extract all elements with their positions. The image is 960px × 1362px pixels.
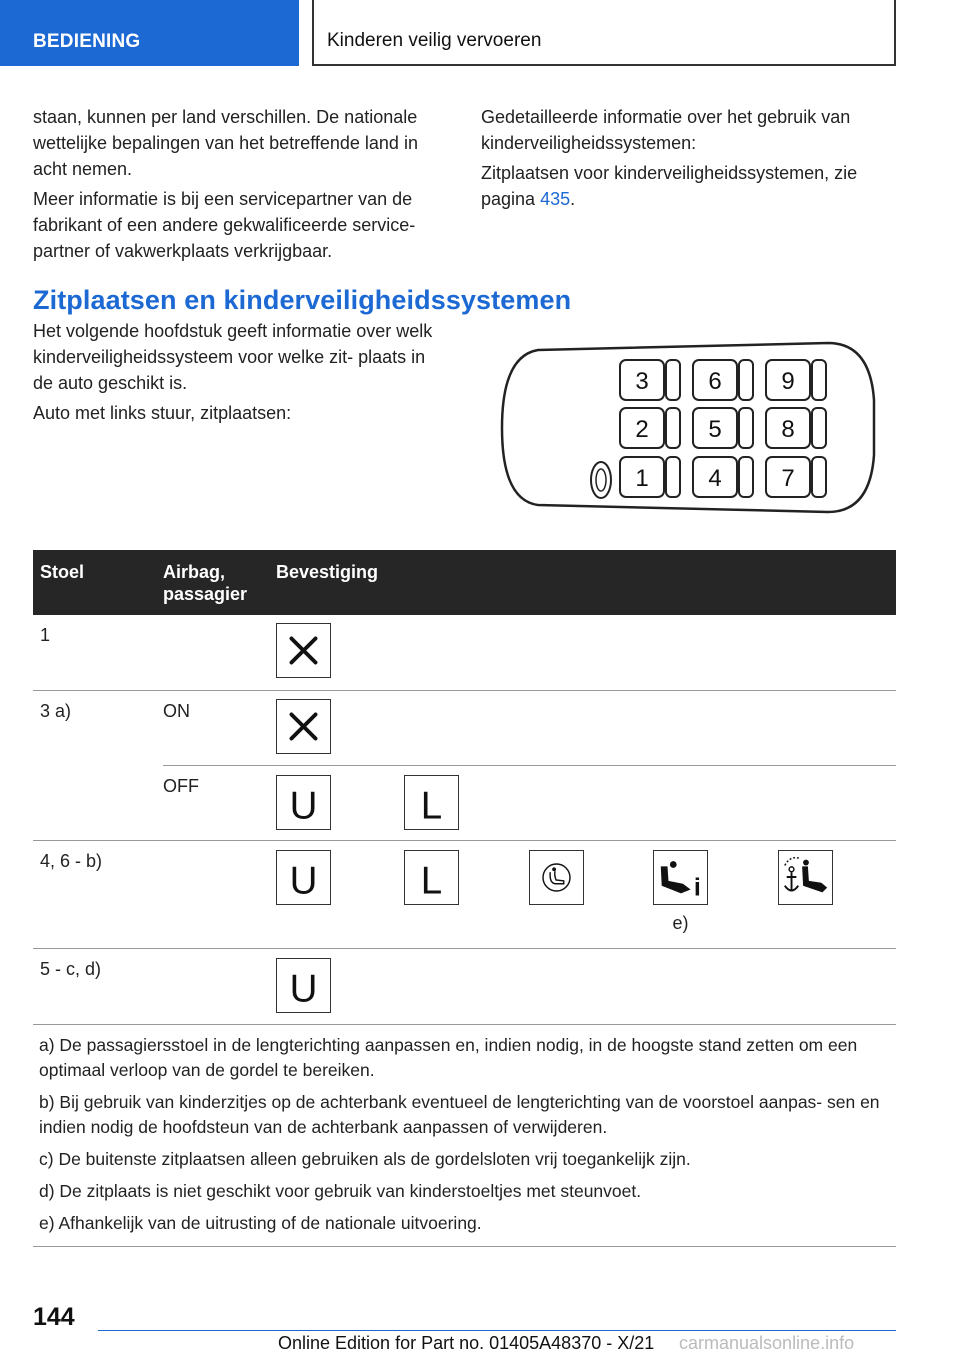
watermark: carmanualsonline.info bbox=[679, 1333, 855, 1353]
seat-2 bbox=[620, 408, 680, 448]
cross-icon bbox=[276, 623, 331, 678]
seat-5 bbox=[693, 408, 753, 448]
page-number: 144 bbox=[33, 1303, 75, 1331]
page-link[interactable]: 435 bbox=[540, 189, 571, 209]
section-paragraph-1: Het volgende hoofdstuk geeft informatie over welk kinderveiligheidssysteem voor welke zit- plaats in de auto geschikt is. bbox=[33, 321, 433, 393]
chapter-title: Kinderen veilig vervoeren bbox=[327, 30, 542, 51]
table-row bbox=[33, 691, 896, 841]
intro-right-column bbox=[481, 104, 896, 216]
seat-value: 4, 6 - b) bbox=[40, 851, 103, 871]
seat-8 bbox=[766, 408, 826, 448]
footnotes bbox=[33, 1025, 896, 1247]
footnote-d: d) De zitplaats is niet geschikt voor gebruik van kinderstoeltjes met steunvoet. bbox=[39, 1181, 642, 1201]
intro-right-paragraph-1: Gedetailleerde informatie over het gebruik van kinderveiligheidssystemen: bbox=[481, 107, 851, 153]
airbag-off-value: OFF bbox=[163, 776, 199, 796]
table-header bbox=[33, 550, 896, 615]
section-paragraph-2: Auto met links stuur, zitplaatsen: bbox=[33, 403, 292, 423]
seat-number: 3 bbox=[635, 368, 649, 395]
intro-left-paragraph-2: Meer informatie is bij een servicepartner van de fabrikant of een andere gekwalificeerde service- partner of vakwerkplaats verkrijgbaar. bbox=[33, 189, 416, 261]
svg-text:U: U bbox=[289, 967, 318, 1011]
anchor-child-seat-icon bbox=[778, 850, 833, 905]
seat-1 bbox=[620, 457, 680, 497]
section-body bbox=[33, 318, 433, 430]
seat-value: 1 bbox=[40, 625, 51, 645]
l-icon bbox=[404, 775, 459, 830]
seat-number: 4 bbox=[708, 465, 722, 492]
seat-layout-diagram bbox=[498, 340, 878, 515]
section-title: BEDIENING bbox=[33, 31, 141, 52]
table-row bbox=[33, 841, 896, 949]
u-icon bbox=[276, 850, 331, 905]
edition-text: Online Edition for Part no. 01405A48370 - X/21 bbox=[278, 1333, 655, 1353]
seat-value: 5 - c, d) bbox=[40, 959, 102, 979]
subrow-divider bbox=[163, 765, 896, 766]
header-airbag: Airbag, passagier bbox=[163, 562, 248, 604]
airbag-on-value: ON bbox=[163, 701, 190, 721]
cross-icon bbox=[276, 699, 331, 754]
seat-number: 1 bbox=[635, 465, 649, 492]
seat-number: 6 bbox=[708, 368, 722, 395]
intro-right-suffix: . bbox=[570, 189, 576, 209]
seat-3 bbox=[620, 360, 680, 400]
intro-left-column bbox=[33, 104, 448, 268]
seat-number: 8 bbox=[781, 416, 795, 443]
svg-text:U: U bbox=[289, 859, 318, 903]
seat-number: 9 bbox=[781, 368, 795, 395]
compatibility-table bbox=[33, 550, 896, 1025]
section-heading: Zitplaatsen en kinderveiligheidssystemen bbox=[33, 285, 572, 315]
u-icon bbox=[276, 958, 331, 1013]
seat-number: 2 bbox=[635, 416, 649, 443]
intro-right-text: Zitplaatsen voor kinderveiligheidssystemen, zie pagina bbox=[481, 163, 858, 209]
table-row bbox=[33, 615, 896, 691]
l-icon bbox=[404, 850, 459, 905]
footnote-b: b) Bij gebruik van kinderzitjes op de achterbank eventueel de lengterichting van de voorstoel aanpas- sen en indien nodig de hoofdsteun van de achterbank aanpassen of verwijderen. bbox=[39, 1092, 880, 1137]
footnote-a: a) De passagiersstoel in de lengterichting aanpassen en, indien nodig, in de hoogste stand zetten om een optimaal verloop van de gordel te bereiken. bbox=[39, 1035, 858, 1080]
seat-grid bbox=[620, 360, 826, 497]
icon-footnote: e) bbox=[672, 913, 689, 933]
footnote-e: e) Afhankelijk van de uitrusting of de nationale uitvoering. bbox=[39, 1213, 482, 1233]
header-seat: Stoel bbox=[40, 562, 85, 582]
intro-right-paragraph-2 bbox=[481, 160, 896, 212]
footer-rule bbox=[98, 1330, 896, 1331]
svg-text:L: L bbox=[420, 859, 443, 903]
svg-text:i: i bbox=[693, 873, 701, 902]
header-mounting: Bevestiging bbox=[276, 562, 379, 582]
seat-number: 5 bbox=[708, 416, 722, 443]
svg-text:L: L bbox=[420, 784, 443, 828]
child-seat-info-icon bbox=[653, 850, 708, 905]
seat-value: 3 a) bbox=[40, 701, 72, 721]
u-icon bbox=[276, 775, 331, 830]
seat-6 bbox=[693, 360, 753, 400]
child-seat-circle-icon bbox=[529, 850, 584, 905]
seat-7 bbox=[766, 457, 826, 497]
seat-4 bbox=[693, 457, 753, 497]
footnote-c: c) De buitenste zitplaatsen alleen gebruiken als de gordelsloten vrij toegankelijk zijn. bbox=[39, 1149, 691, 1169]
svg-text:U: U bbox=[289, 784, 318, 828]
intro-left-paragraph-1: staan, kunnen per land verschillen. De nationale wettelijke bepalingen van het betreffende land in acht nemen. bbox=[33, 107, 418, 179]
seat-number: 7 bbox=[781, 465, 795, 492]
seat-9 bbox=[766, 360, 826, 400]
section-tab bbox=[0, 0, 299, 66]
table-row bbox=[33, 949, 896, 1025]
chapter-tab bbox=[312, 0, 896, 66]
